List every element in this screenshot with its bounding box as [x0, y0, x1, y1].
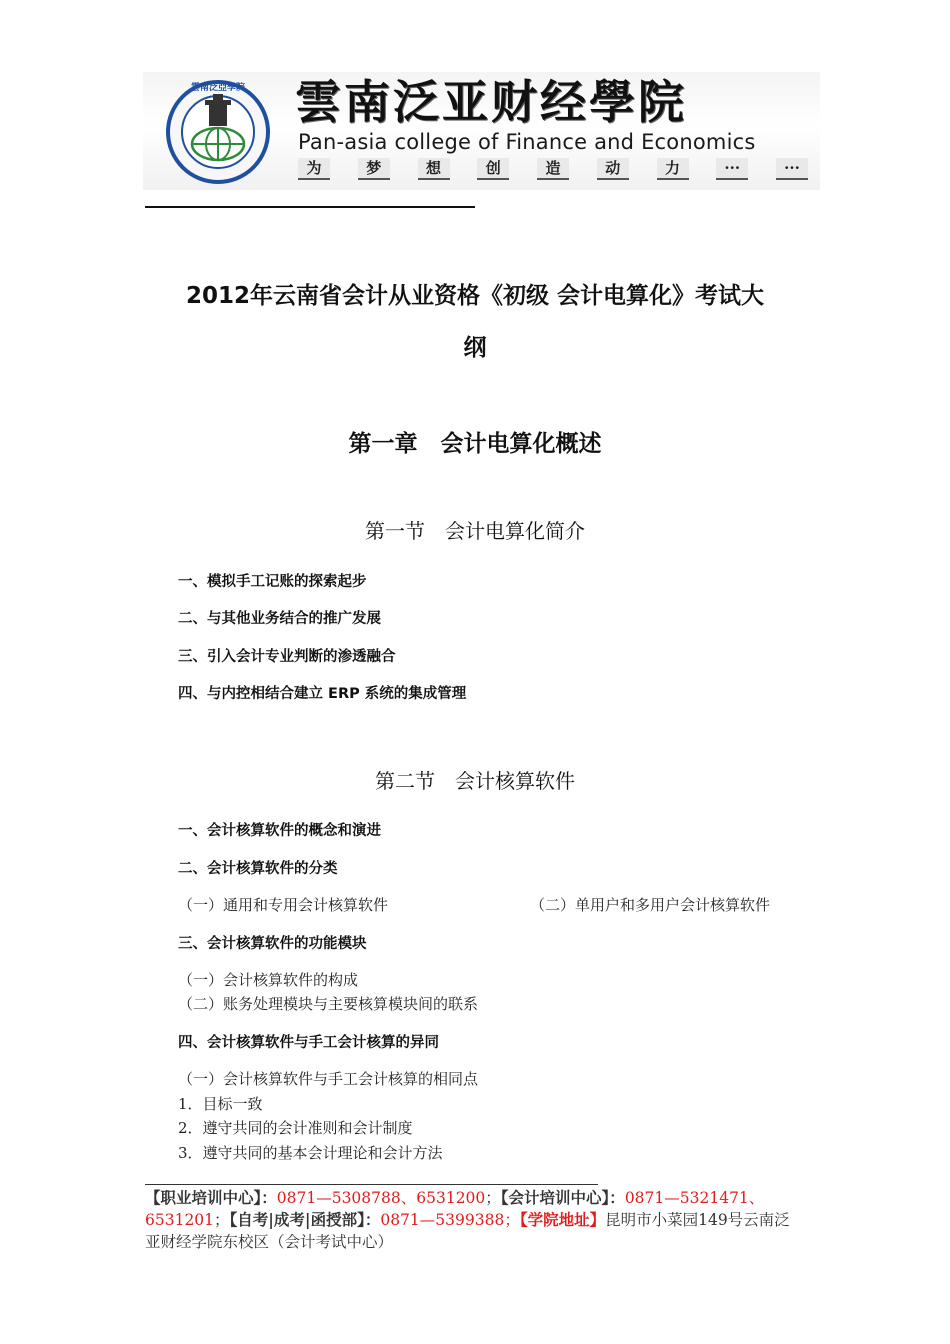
slogan-char: 动 — [597, 158, 629, 180]
slogan-char: 创 — [477, 158, 509, 180]
section-2-heading-1: 一、会计核算软件的概念和演进 — [178, 823, 381, 839]
section-1-item: 二、与其他业务结合的推广发展 — [178, 611, 381, 627]
section-1-item: 三、引入会计专业判断的渗透融合 — [178, 649, 396, 665]
title-line-2: 纲 — [463, 335, 487, 361]
footer-separator: ； — [485, 1189, 501, 1207]
college-banner — [143, 72, 820, 190]
footer-separator: ； — [504, 1211, 520, 1229]
svg-text:雲南泛亞學院: 雲南泛亞學院 — [190, 83, 246, 93]
slogan-char: ··· — [776, 158, 808, 180]
section-1-heading: 第一节 会计电算化简介 — [365, 519, 585, 543]
classification-users: （二）单用户和多用户会计核算软件 — [530, 896, 771, 914]
module-composition: （一）会计核算软件的构成 — [178, 971, 359, 989]
list-item: 3．遵守共同的基本会计理论和会计方法 — [178, 1144, 443, 1162]
chapter-heading: 第一章 会计电算化概述 — [348, 431, 602, 457]
module-relations: （二）账务处理模块与主要核算模块间的联系 — [178, 995, 479, 1013]
section-1-item: 一、模拟手工记账的探索起步 — [178, 574, 367, 590]
slogan-char: 力 — [657, 158, 689, 180]
header-divider — [145, 206, 475, 208]
section-2-heading-3: 三、会计核算软件的功能模块 — [178, 936, 367, 952]
footer-contact — [145, 1187, 795, 1253]
footer-phone-adult-education: 0871—5399388 — [380, 1211, 505, 1229]
footer-address: 昆明市小菜园149号云南泛亚财经学院东校区（会计考试中心） — [145, 1211, 790, 1251]
section-1-item: 四、与内控相结合建立 ERP 系统的集成管理 — [178, 686, 467, 702]
slogan-char: 造 — [537, 158, 569, 180]
document-title — [130, 270, 820, 374]
college-name-cn: 雲南泛亚财经學院 — [295, 75, 687, 129]
footer-phone-vocational: 0871—5308788、6531200 — [276, 1189, 486, 1207]
title-line-1: 2012年云南省会计从业资格《初级 会计电算化》考试大 — [185, 283, 765, 309]
footer-label-vocational: 【职业培训中心】： — [145, 1188, 277, 1207]
college-slogan — [298, 158, 808, 182]
similarities-heading: （一）会计核算软件与手工会计核算的相同点 — [178, 1070, 479, 1088]
footer-phone-accounting: 0871—5321471、6531201 — [145, 1189, 765, 1229]
slogan-char: 为 — [298, 158, 330, 180]
college-name-en: Pan-asia college of Finance and Economics — [298, 130, 756, 154]
footer-divider — [145, 1184, 598, 1185]
slogan-char: ··· — [716, 158, 748, 180]
classification-general: （一）通用和专用会计核算软件 — [178, 896, 389, 914]
section-2-heading-4: 四、会计核算软件与手工会计核算的异同 — [178, 1035, 439, 1051]
slogan-char: 梦 — [358, 158, 390, 180]
footer-label-address: 【学院地址】 — [519, 1210, 606, 1229]
section-2-heading-2: 二、会计核算软件的分类 — [178, 861, 338, 877]
footer-separator: ； — [214, 1211, 230, 1229]
footer-label-accounting: 【会计培训中心】： — [500, 1188, 625, 1207]
slogan-char: 想 — [418, 158, 450, 180]
list-item: 1．目标一致 — [178, 1095, 263, 1113]
section-2-heading: 第二节 会计核算软件 — [375, 769, 575, 793]
footer-label-adult-education: 【自考|成考|函授部】： — [229, 1210, 381, 1229]
college-logo-icon — [153, 78, 283, 186]
list-item: 2．遵守共同的会计准则和会计制度 — [178, 1119, 413, 1137]
